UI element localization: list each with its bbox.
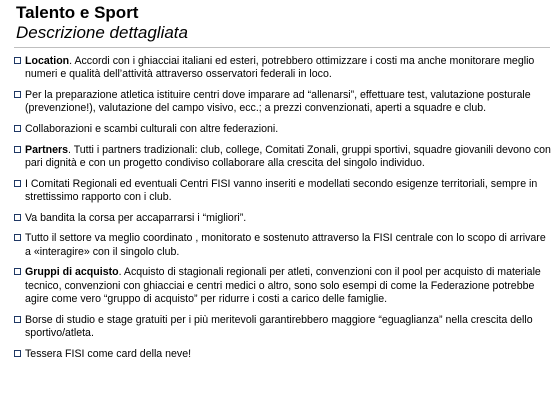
bullet-text: Tutto il settore va meglio coordinato , monitorato e sostenuto attraverso la FISI centrale con lo scopo di arrivare a «interagire» con il singolo club.	[25, 232, 546, 258]
bullet-item	[14, 212, 552, 225]
bullet-item	[14, 89, 552, 116]
checkbox-bullet-icon	[14, 214, 21, 221]
bullet-text: Tessera FISI come card della neve!	[25, 347, 192, 360]
checkbox-bullet-icon	[14, 57, 21, 64]
bullet-lead: Location	[25, 55, 70, 67]
bullet-text: I Comitati Regionali ed eventuali Centri FISI vanno inseriti e modellati secondo esigenze territoriali, sempre in strettissimo rapporto con i club.	[25, 177, 538, 203]
slide-header	[16, 3, 546, 43]
bullet-list	[14, 55, 552, 368]
bullet-item	[14, 55, 552, 82]
checkbox-bullet-icon	[14, 146, 21, 153]
bullet-lead: Gruppi di acquisto	[25, 266, 119, 279]
header-divider	[14, 47, 550, 48]
bullet-item	[14, 266, 552, 306]
checkbox-bullet-icon	[14, 91, 21, 98]
bullet-text: Va bandita la corsa per accaparrarsi i “migliori”.	[25, 211, 247, 224]
bullet-text: Collaborazioni e scambi culturali con altre federazioni.	[25, 123, 279, 135]
bullet-item	[14, 144, 552, 171]
bullet-item	[14, 314, 552, 341]
checkbox-bullet-icon	[14, 316, 21, 323]
page-subtitle: Descrizione dettagliata	[16, 23, 188, 42]
bullet-text: Borse di studio e stage gratuiti per i più meritevoli garantirebbero maggiore “eguaglianza” nella crescita dello sportivo/atleta.	[25, 313, 533, 339]
bullet-text: Per la preparazione atletica istituire centri dove imparare ad “allenarsi”, effettuare test, valutazione posturale (prevenzione!), valutazione del campo visivo, ecc.; a prezzi convenzionati, aperti a squadre e club.	[25, 89, 531, 115]
checkbox-bullet-icon	[14, 125, 21, 132]
bullet-item	[14, 232, 552, 259]
bullet-item	[14, 178, 552, 205]
bullet-text: . Accordi con i ghiacciai italiani ed esteri, potrebbero ottimizzare i costi ma anche monitorare meglio numeri e qualità dell’attività attraverso osservatori federali in loco.	[25, 55, 535, 81]
bullet-item	[14, 123, 552, 136]
checkbox-bullet-icon	[14, 180, 21, 187]
checkbox-bullet-icon	[14, 350, 21, 357]
checkbox-bullet-icon	[14, 268, 21, 275]
bullet-lead: Partners	[25, 143, 68, 156]
checkbox-bullet-icon	[14, 234, 21, 241]
bullet-item	[14, 348, 552, 361]
bullet-text: . Tutti i partners tradizionali: club, college, Comitati Zonali, gruppi sportivi, squadre giovanili devono con pari dignità e con un progetto condiviso collaborare alla crescita del singolo individuo.	[25, 143, 551, 169]
page-title: Talento e Sport	[16, 3, 139, 22]
bullet-text: . Acquisto di stagionali regionali per atleti, convenzioni con il pool per acquisto di materiale tecnico, convenzioni con ghiacciai e centri medici o altro, sono solo esempi di come la Federazione potrebbe agire come vero “gruppo di acquisto” per ridurre i costi a carico delle famiglie.	[25, 266, 541, 305]
